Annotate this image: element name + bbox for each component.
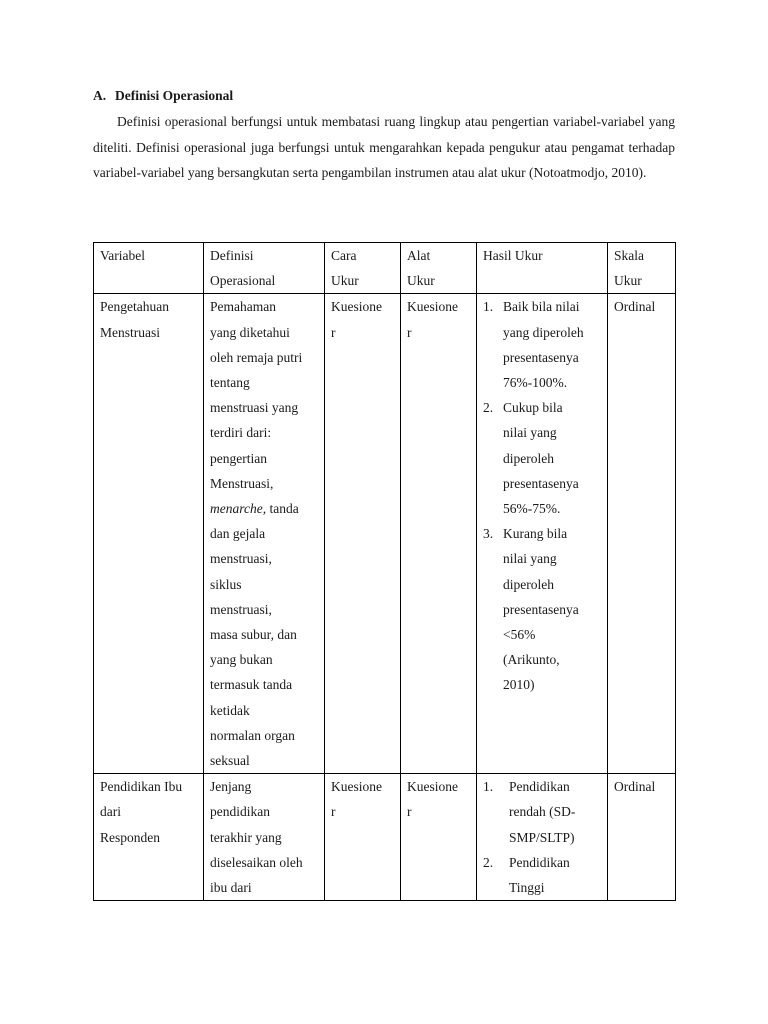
hasil-list [483, 774, 601, 900]
list-item: 2. Cukup bila nilai yang diperoleh presentasenya 56%-75%. [483, 400, 579, 517]
cell-skala-ukur: Ordinal [608, 294, 676, 774]
list-item: 1. Pendidikan rendah (SD- SMP/SLTP) [483, 779, 576, 845]
table-header-row [94, 243, 676, 294]
cell-cara-ukur: Kuesione r [325, 774, 401, 901]
table-row [94, 774, 676, 901]
header-skala-ukur: Skala Ukur [608, 243, 676, 294]
cell-alat-ukur: Kuesione r [401, 774, 477, 901]
cell-cara-ukur: Kuesione r [325, 294, 401, 774]
cell-hasil-ukur [477, 774, 608, 901]
section-heading [93, 88, 233, 104]
list-item: 3. Kurang bila nilai yang diperoleh presentasenya <56% (Arikunto, 2010) [483, 526, 579, 693]
cell-hasil-ukur [477, 294, 608, 774]
cell-definisi: Jenjang pendidikan terakhir yang diselesaikan oleh ibu dari [204, 774, 325, 901]
intro-paragraph: Definisi operasional berfungsi untuk membatasi ruang lingkup atau pengertian variabel-variabel yang diteliti. Definisi operasional juga berfungsi untuk mengarahkan kepada pengukur atau pengamat terhadap variabel-variabel yang bersangkutan serta pengambilan instrumen atau alat ukur (Notoatmodjo, 2010). [93, 114, 675, 180]
header-variabel: Variabel [94, 243, 204, 294]
italic-term: menarche, [210, 501, 267, 517]
cell-alat-ukur: Kuesione r [401, 294, 477, 774]
cell-definisi: Pemahaman yang diketahui oleh remaja putri tentang menstruasi yang terdiri dari: pengertian Menstruasi, menarche, tanda dan gejala menstruasi, siklus menstruasi, masa subur, dan yang bukan termasuk tanda ketidak normalan organ seksual [204, 294, 325, 774]
header-alat-ukur: Alat Ukur [401, 243, 477, 294]
list-item: 1. Baik bila nilai yang diperoleh presentasenya 76%-100%. [483, 299, 584, 391]
header-cara-ukur: Cara Ukur [325, 243, 401, 294]
definition-table [93, 242, 676, 901]
cell-variabel: Pendidikan Ibu dari Responden [94, 774, 204, 901]
header-hasil-ukur: Hasil Ukur [477, 243, 608, 294]
hasil-list [483, 294, 601, 697]
cell-variabel: Pengetahuan Menstruasi [94, 294, 204, 774]
section-number: A. [93, 88, 107, 103]
header-definisi-operasional: Definisi Operasional [204, 243, 325, 294]
list-item: 2. Pendidikan Tinggi [483, 854, 570, 896]
table-row [94, 294, 676, 774]
cell-skala-ukur: Ordinal [608, 774, 676, 901]
section-title: Definisi Operasional [115, 88, 234, 103]
